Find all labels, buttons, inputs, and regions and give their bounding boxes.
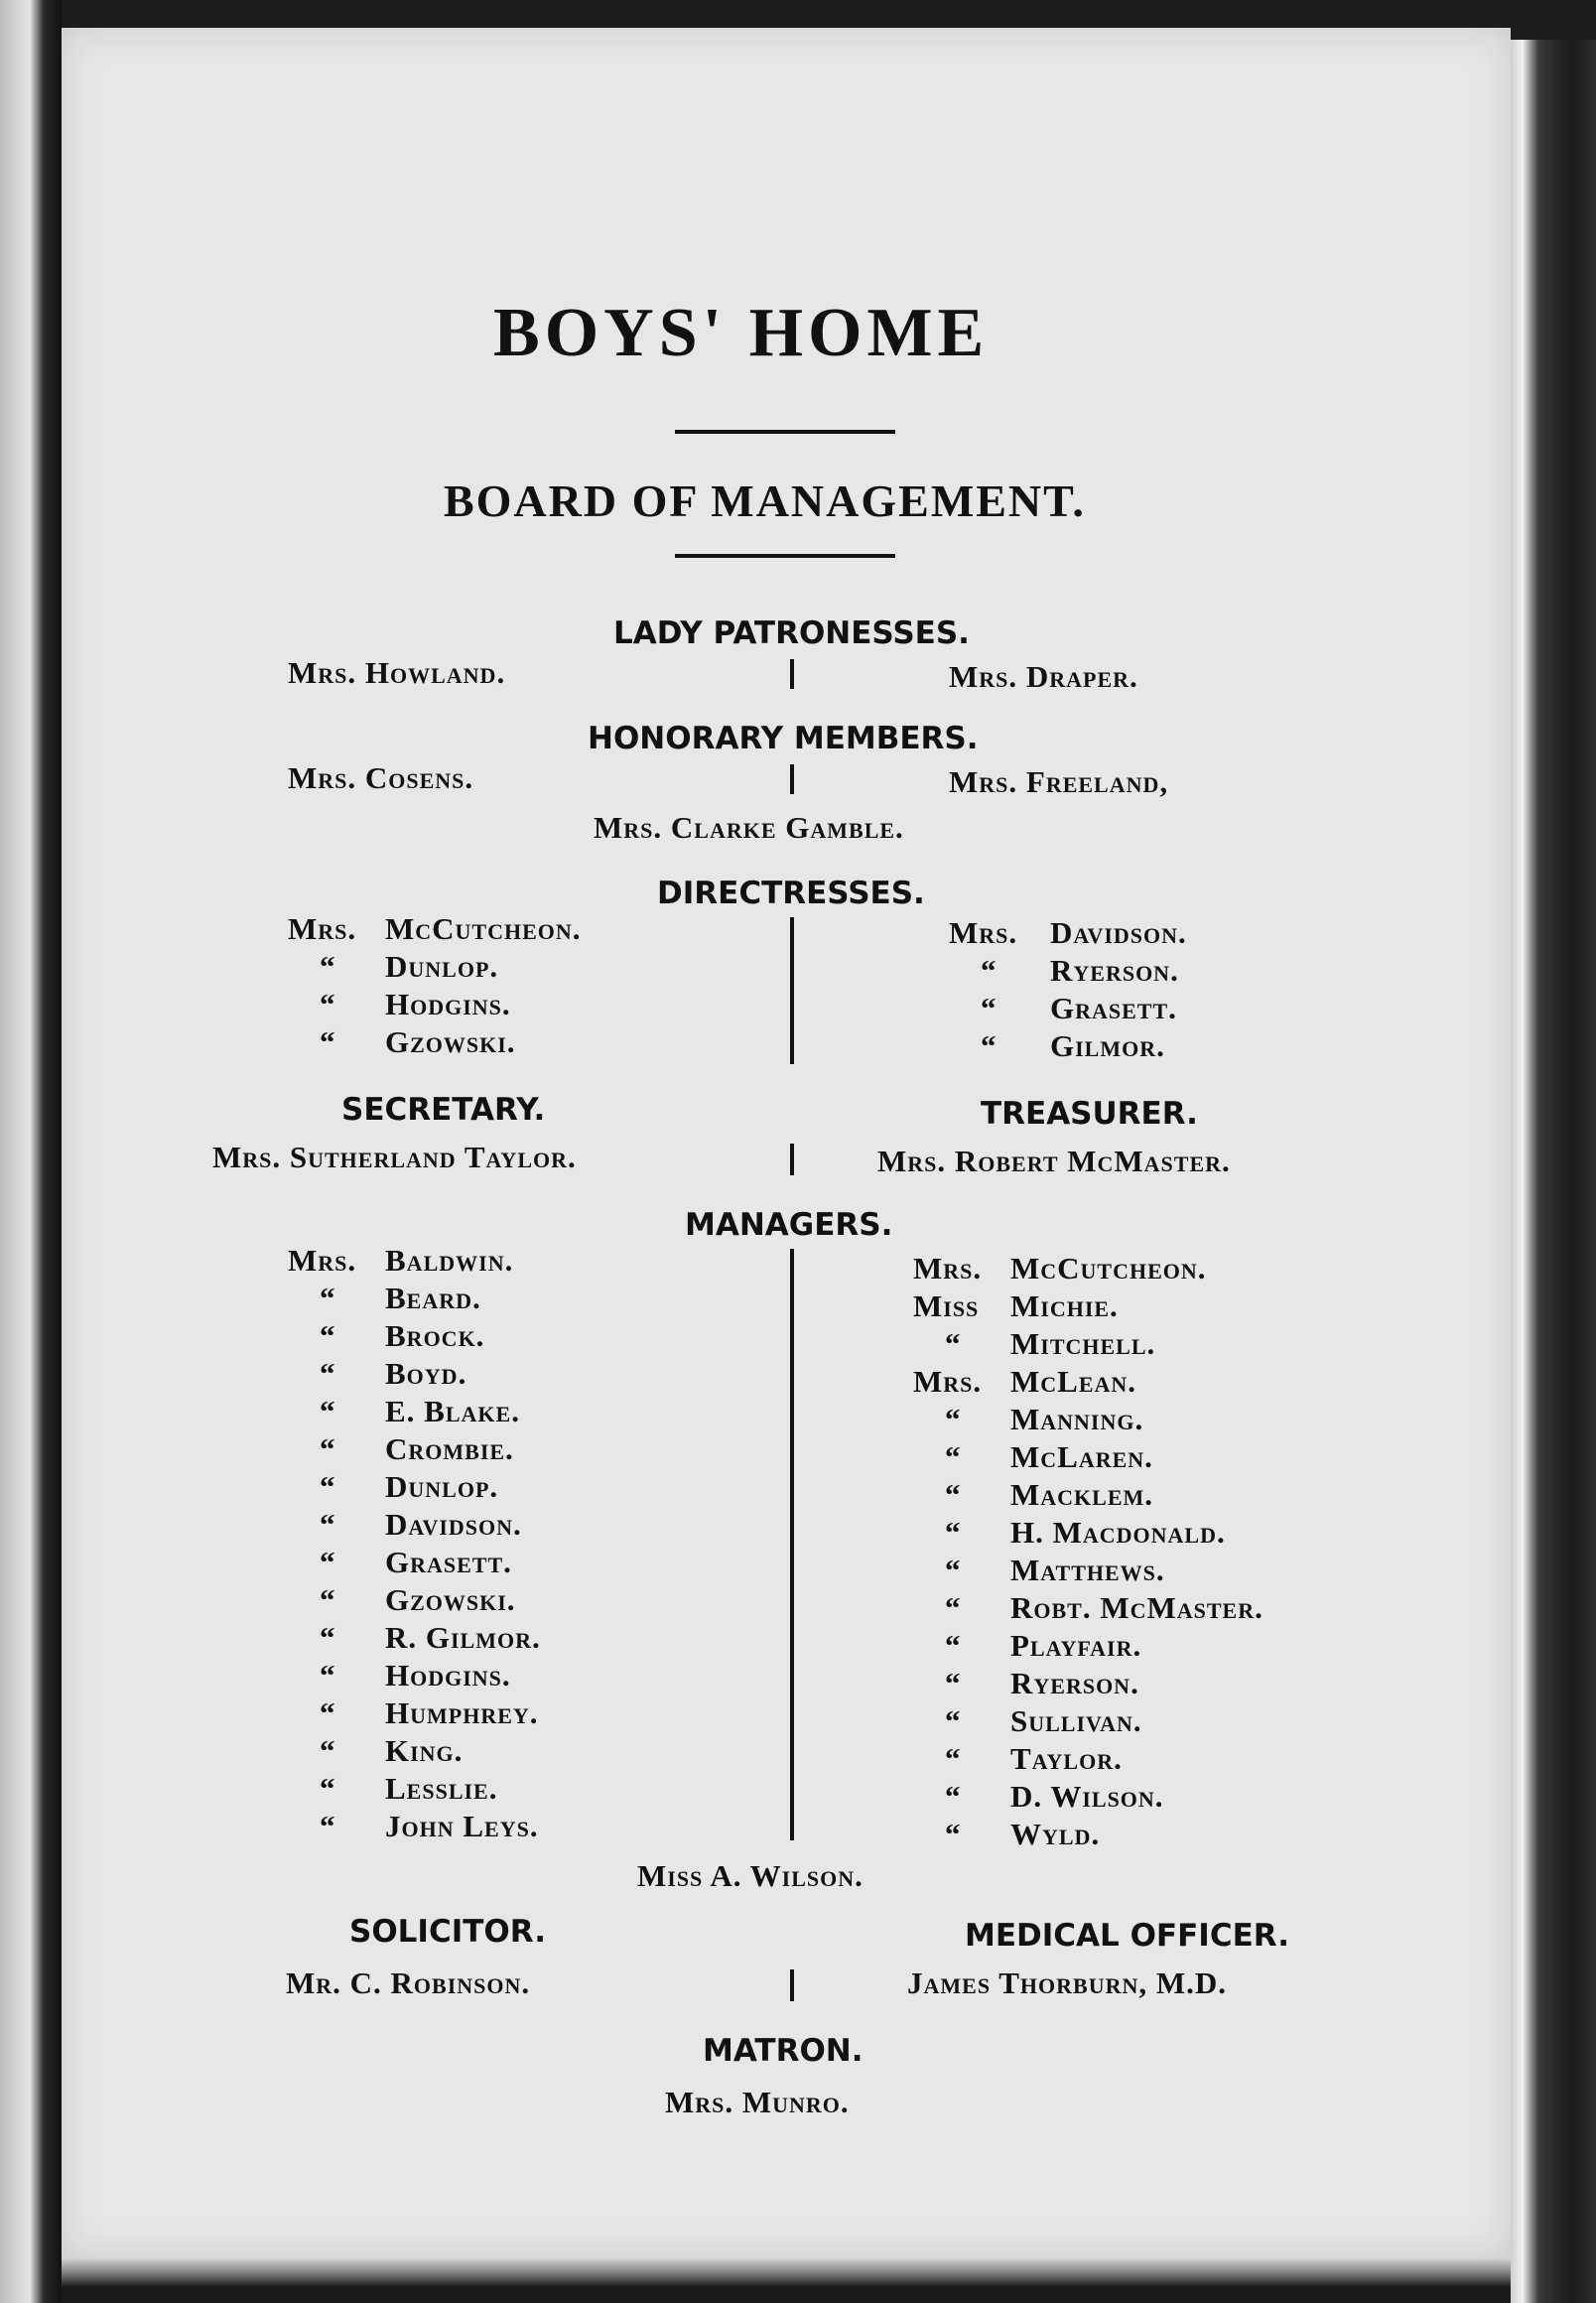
list-item: McCutcheon. xyxy=(385,911,582,946)
section-heading-treasurer: TREASURER. xyxy=(981,1096,1198,1132)
name-prefix: “ xyxy=(945,1477,962,1512)
name-prefix: “ xyxy=(320,1024,336,1059)
list-item: Matthews. xyxy=(1010,1553,1165,1587)
section-heading-directresses: DIRECTRESSES. xyxy=(657,876,925,911)
name-prefix: “ xyxy=(945,1439,962,1474)
name-prefix: Mrs. xyxy=(913,1251,983,1286)
name-prefix: “ xyxy=(945,1590,962,1625)
list-item: Macklem. xyxy=(1010,1477,1154,1512)
name-prefix: Mrs. xyxy=(288,911,357,946)
section-heading-lady-patronesses: LADY PATRONESSES. xyxy=(613,615,970,651)
section-heading-solicitor: SOLICITOR. xyxy=(349,1914,546,1950)
column-divider xyxy=(790,659,794,689)
name-prefix: “ xyxy=(945,1515,962,1550)
column-divider xyxy=(790,764,794,794)
list-item: Ryerson. xyxy=(1010,1666,1139,1700)
name-prefix: “ xyxy=(320,987,336,1021)
left-page-edge xyxy=(0,0,62,2303)
name-prefix: Mrs. xyxy=(288,1243,357,1278)
list-item: Gilmor. xyxy=(1050,1028,1165,1063)
name-prefix: “ xyxy=(945,1326,962,1361)
list-item: Beard. xyxy=(385,1281,481,1315)
name-prefix: “ xyxy=(945,1402,962,1436)
list-item: Robt. McMaster. xyxy=(1010,1590,1264,1625)
list-item: Ryerson. xyxy=(1050,953,1179,988)
list-item: Baldwin. xyxy=(385,1243,514,1278)
list-item: Boyd. xyxy=(385,1356,467,1391)
name-prefix: “ xyxy=(320,1469,336,1504)
list-item: Playfair. xyxy=(1010,1628,1142,1663)
list-item: Dunlop. xyxy=(385,1469,499,1504)
name-prefix: “ xyxy=(981,1028,998,1063)
honorary-member-right: Mrs. Freeland, xyxy=(949,764,1169,799)
name-prefix: “ xyxy=(945,1553,962,1587)
list-item: Grasett. xyxy=(385,1545,512,1579)
list-item: Sullivan. xyxy=(1010,1703,1142,1738)
page-title: BOYS' HOME xyxy=(493,295,990,371)
name-prefix: “ xyxy=(981,953,998,988)
name-prefix: “ xyxy=(320,1658,336,1693)
lady-patroness-right: Mrs. Draper. xyxy=(949,659,1138,694)
list-item: McLaren. xyxy=(1010,1439,1153,1474)
page-subtitle: BOARD OF MANAGEMENT. xyxy=(444,475,1086,526)
name-prefix: “ xyxy=(320,1695,336,1730)
lady-patroness-left: Mrs. Howland. xyxy=(288,655,506,690)
name-prefix: “ xyxy=(320,1356,336,1391)
treasurer-name: Mrs. Robert McMaster. xyxy=(877,1144,1231,1178)
name-prefix: “ xyxy=(320,1809,336,1843)
column-divider xyxy=(790,917,794,1064)
list-item: Grasett. xyxy=(1050,991,1177,1025)
name-prefix: “ xyxy=(320,1431,336,1466)
right-page-edge xyxy=(1511,40,1596,2303)
name-prefix: “ xyxy=(320,1582,336,1617)
list-item: McCutcheon. xyxy=(1010,1251,1207,1286)
solicitor-name: Mr. C. Robinson. xyxy=(286,1965,531,2000)
name-prefix: “ xyxy=(320,1620,336,1655)
list-item: John Leys. xyxy=(385,1809,539,1843)
column-divider xyxy=(790,1969,794,2001)
list-item: R. Gilmor. xyxy=(385,1620,541,1655)
name-prefix: “ xyxy=(320,1733,336,1768)
list-item: Davidson. xyxy=(1050,915,1187,950)
column-divider xyxy=(790,1144,794,1175)
secretary-name: Mrs. Sutherland Taylor. xyxy=(212,1140,577,1174)
honorary-member-left: Mrs. Cosens. xyxy=(288,760,474,795)
title-rule xyxy=(675,430,895,434)
manager-center: Miss A. Wilson. xyxy=(637,1858,864,1893)
list-item: Gzowski. xyxy=(385,1024,516,1059)
list-item: Mitchell. xyxy=(1010,1326,1156,1361)
list-item: Crombie. xyxy=(385,1431,514,1466)
bottom-page-edge xyxy=(62,2257,1511,2303)
list-item: Hodgins. xyxy=(385,987,511,1021)
list-item: Dunlop. xyxy=(385,949,499,984)
name-prefix: “ xyxy=(945,1779,962,1814)
subtitle-rule xyxy=(675,554,895,558)
section-heading-secretary: SECRETARY. xyxy=(341,1092,546,1128)
section-heading-managers: MANAGERS. xyxy=(685,1207,893,1243)
section-heading-matron: MATRON. xyxy=(703,2033,864,2069)
list-item: Taylor. xyxy=(1010,1741,1123,1776)
matron-name: Mrs. Munro. xyxy=(665,2085,850,2119)
list-item: Humphrey. xyxy=(385,1695,539,1730)
section-heading-honorary-members: HONORARY MEMBERS. xyxy=(588,721,979,756)
list-item: D. Wilson. xyxy=(1010,1779,1164,1814)
column-divider xyxy=(790,1249,794,1840)
medical-officer-name: James Thorburn, M.D. xyxy=(907,1965,1228,2000)
name-prefix: “ xyxy=(981,991,998,1025)
list-item: Michie. xyxy=(1010,1288,1119,1323)
list-item: McLean. xyxy=(1010,1364,1137,1399)
honorary-member-center: Mrs. Clarke Gamble. xyxy=(594,810,904,845)
list-item: Manning. xyxy=(1010,1402,1144,1436)
list-item: Gzowski. xyxy=(385,1582,516,1617)
name-prefix: “ xyxy=(945,1703,962,1738)
list-item: Wyld. xyxy=(1010,1817,1101,1851)
name-prefix: “ xyxy=(320,1771,336,1806)
name-prefix: “ xyxy=(945,1741,962,1776)
name-prefix: “ xyxy=(945,1628,962,1663)
name-prefix: “ xyxy=(320,1281,336,1315)
section-heading-medical-officer: MEDICAL OFFICER. xyxy=(965,1918,1289,1954)
list-item: Brock. xyxy=(385,1318,485,1353)
name-prefix: “ xyxy=(945,1666,962,1700)
list-item: E. Blake. xyxy=(385,1394,520,1428)
name-prefix: “ xyxy=(945,1817,962,1851)
name-prefix: Miss xyxy=(913,1288,980,1323)
list-item: Lesslie. xyxy=(385,1771,498,1806)
name-prefix: “ xyxy=(320,949,336,984)
name-prefix: “ xyxy=(320,1545,336,1579)
name-prefix: “ xyxy=(320,1507,336,1542)
list-item: Davidson. xyxy=(385,1507,522,1542)
list-item: Hodgins. xyxy=(385,1658,511,1693)
list-item: King. xyxy=(385,1733,464,1768)
list-item: H. Macdonald. xyxy=(1010,1515,1226,1550)
name-prefix: “ xyxy=(320,1394,336,1428)
document-page xyxy=(62,28,1511,2257)
name-prefix: Mrs. xyxy=(913,1364,983,1399)
name-prefix: “ xyxy=(320,1318,336,1353)
name-prefix: Mrs. xyxy=(949,915,1018,950)
